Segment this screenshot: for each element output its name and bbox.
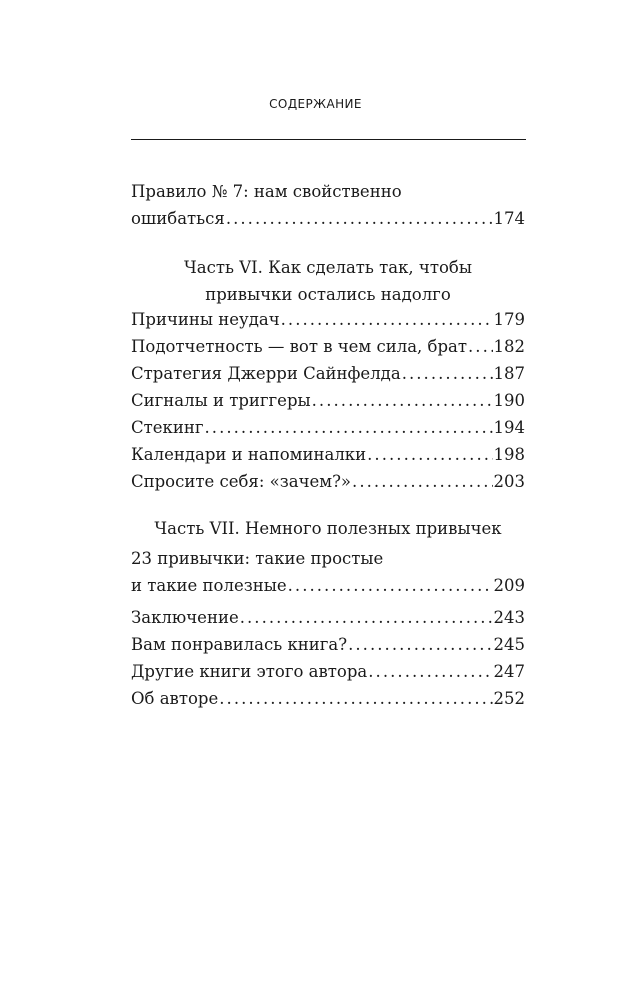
part-title-6 — [131, 254, 525, 308]
toc-entry-title: Подотчетность — вот в чем сила, брат — [131, 337, 468, 356]
toc-entry-title: Спросите себя: «зачем?» — [131, 472, 352, 491]
toc-page-number: 209 — [493, 576, 525, 595]
toc-page-number: 203 — [493, 472, 525, 491]
running-head: СОДЕРЖАНИЕ — [269, 97, 362, 111]
leader-dots — [281, 306, 493, 333]
leader-dots — [226, 205, 493, 232]
leader-dots — [468, 333, 492, 360]
toc-entry[interactable] — [131, 387, 525, 414]
leader-dots — [367, 441, 492, 468]
toc-entry-title-line1: Правило № 7: нам свойственно — [131, 182, 402, 201]
part6-entries — [131, 306, 525, 495]
toc-entry[interactable] — [131, 306, 525, 333]
toc-page-number: 179 — [493, 310, 525, 329]
toc-entry-title: Об авторе — [131, 689, 219, 708]
leader-dots — [219, 685, 492, 712]
toc-entry-title: Календари и напоминалки — [131, 445, 367, 464]
leader-dots — [348, 631, 492, 658]
toc-entry-title: Сигналы и триггеры — [131, 391, 311, 410]
toc-entry[interactable] — [131, 360, 525, 387]
leader-dots — [240, 604, 493, 631]
toc-entry-23-habits[interactable] — [131, 545, 525, 599]
toc-entry[interactable] — [131, 414, 525, 441]
leader-dots — [368, 658, 492, 685]
toc-page-number: 194 — [493, 418, 525, 437]
toc-page-number: 245 — [493, 635, 525, 654]
toc-page-number: 243 — [493, 608, 525, 627]
toc-entry[interactable] — [131, 631, 525, 658]
toc-entry-title: Вам понравилась книга? — [131, 635, 348, 654]
toc-entry-title-line2: и такие полезные — [131, 576, 287, 595]
toc-page-number: 190 — [493, 391, 525, 410]
toc-entry[interactable] — [131, 468, 525, 495]
toc-entry[interactable] — [131, 441, 525, 468]
part-title-7 — [131, 515, 525, 542]
toc-entry-title: Заключение — [131, 608, 239, 627]
toc-entry-rule7[interactable] — [131, 178, 525, 232]
part-title-line2: привычки остались надолго — [205, 285, 451, 304]
leader-dots — [204, 414, 492, 441]
toc-entry-title: Стекинг — [131, 418, 204, 437]
part-title-line1: Часть VII. Немного полезных привычек — [154, 519, 502, 538]
toc-page-number: 247 — [493, 662, 525, 681]
toc-entry-title: Другие книги этого автора — [131, 662, 368, 681]
toc-entry[interactable] — [131, 685, 525, 712]
toc-page-number: 182 — [493, 337, 525, 356]
toc-entry-line2 — [131, 572, 525, 599]
part-title-line1: Часть VI. Как сделать так, чтобы — [184, 258, 472, 277]
toc-entry[interactable] — [131, 604, 525, 631]
toc-entry-title-line2: ошибаться — [131, 209, 225, 228]
toc-entry[interactable] — [131, 658, 525, 685]
leader-dots — [288, 572, 493, 599]
back-matter-entries — [131, 604, 525, 712]
toc-page-number: 198 — [493, 445, 525, 464]
toc-page-number: 187 — [493, 364, 525, 383]
header-rule — [131, 139, 526, 140]
toc-entry-title-line1: 23 привычки: такие простые — [131, 549, 384, 568]
toc-page-number: 252 — [493, 689, 525, 708]
toc-entry-title: Причины неудач — [131, 310, 280, 329]
leader-dots — [312, 387, 493, 414]
toc-entry[interactable] — [131, 333, 525, 360]
toc-entry-line2 — [131, 205, 525, 232]
toc-page-number: 174 — [493, 209, 525, 228]
toc-entry-title: Стратегия Джерри Сайнфелда — [131, 364, 401, 383]
leader-dots — [352, 468, 492, 495]
leader-dots — [402, 360, 493, 387]
